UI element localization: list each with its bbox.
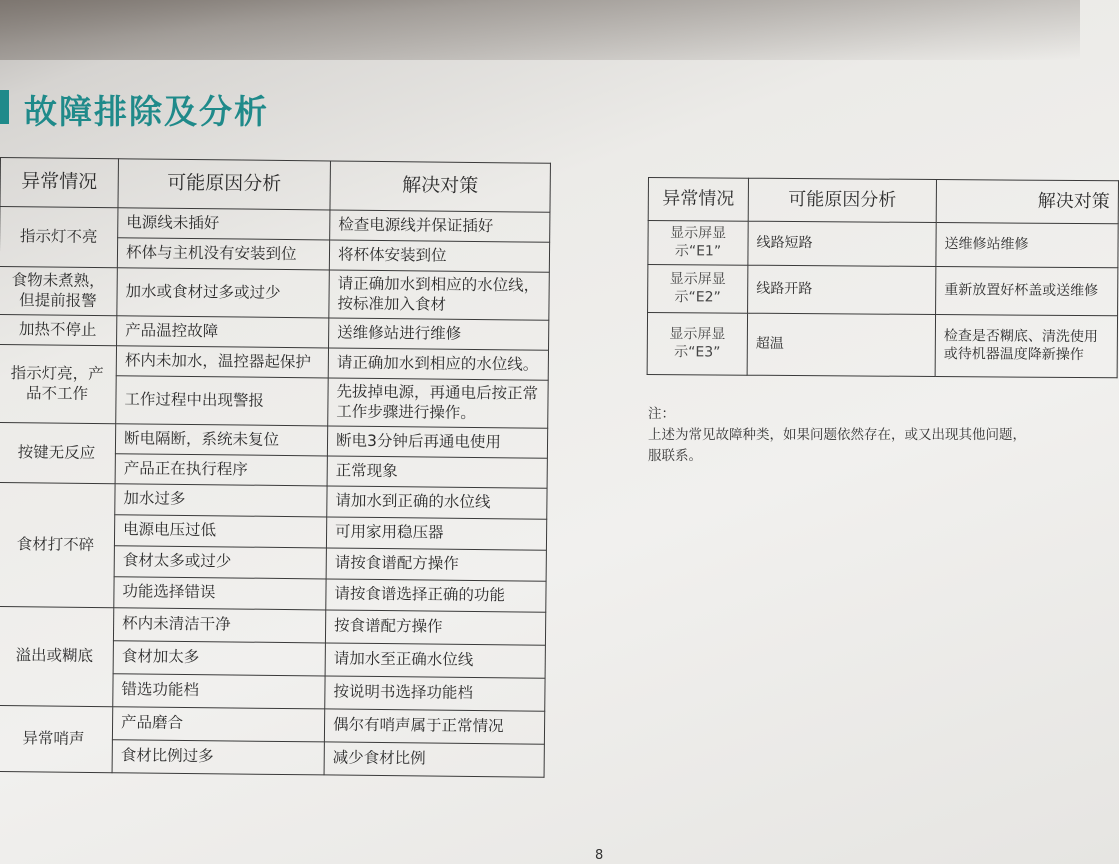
solution-cell: 请正确加水到相应的水位线，按标准加入食材: [329, 270, 549, 320]
solution-cell: 请加水至正确水位线: [325, 643, 545, 678]
table-row: [0, 266, 549, 320]
table-row: [648, 265, 1118, 316]
header-cause: 可能原因分析: [118, 159, 331, 210]
solution-cell: 按说明书选择功能档: [325, 676, 545, 711]
cause-cell: 产品正在执行程序: [115, 454, 327, 486]
solution-cell: 正常现象: [327, 456, 547, 488]
symptom-cell: 异常哨声: [0, 705, 113, 772]
symptom-cell: 显示屏显示“E1”: [648, 221, 748, 266]
cause-cell: 加水或食材过多或过少: [117, 268, 329, 318]
solution-cell: 先拔掉电源，再通电后按正常工作步骤进行操作。: [328, 378, 548, 428]
table-row: [0, 705, 545, 744]
symptom-cell: 按键无反应: [0, 422, 116, 483]
table-row: [647, 313, 1117, 378]
solution-cell: 将杯体安装到位: [329, 240, 549, 272]
header-symptom: 异常情况: [0, 158, 118, 208]
note-label: 注：: [648, 406, 675, 422]
cause-cell: 产品温控故障: [117, 316, 329, 348]
cause-cell: 杯内未加水，温控器起保护: [116, 346, 328, 378]
cause-cell: 食材太多或过少: [114, 546, 326, 579]
cause-cell: 错选功能档: [113, 674, 325, 709]
table-row: [0, 606, 546, 645]
solution-cell: 按食谱配方操作: [325, 610, 545, 645]
troubleshooting-table: [0, 157, 551, 778]
symptom-cell: 溢出或糊底: [0, 606, 114, 706]
table-row: [0, 482, 547, 519]
solution-cell: 检查电源线并保证插好: [330, 210, 550, 242]
symptom-cell: 指示灯不亮: [0, 207, 118, 268]
cause-cell: 产品磨合: [112, 707, 324, 742]
title-accent-bar: [0, 90, 9, 124]
cause-cell: 加水过多: [115, 484, 327, 517]
solution-cell: 减少食材比例: [324, 742, 544, 777]
symptom-cell: 指示灯亮，产品不工作: [0, 344, 117, 423]
cause-cell: 线路短路: [748, 221, 936, 266]
cause-cell: 电源线未插好: [118, 208, 330, 240]
cause-cell: 超温: [747, 313, 935, 376]
solution-cell: 请加水到正确的水位线: [327, 486, 547, 519]
solution-cell: 偶尔有哨声属于正常情况: [324, 709, 544, 744]
note-block: [648, 404, 1026, 467]
table-row: [0, 344, 549, 380]
solution-cell: 可用家用稳压器: [326, 517, 546, 550]
table-row: [648, 221, 1118, 268]
symptom-cell: 食材打不碎: [0, 482, 115, 607]
solution-cell: 请按食谱选择正确的功能: [326, 579, 546, 612]
cause-cell: 电源电压过低: [114, 515, 326, 548]
error-code-table: [647, 177, 1119, 378]
symptom-cell: 显示屏显示“E3”: [647, 313, 747, 376]
note-line: 上述为常见故障种类，如果问题依然存在，或又出现其他问题，: [648, 426, 1026, 443]
cause-cell: 杯体与主机没有安装到位: [117, 238, 329, 270]
solution-cell: 检查是否糊底、清洗使用或待机器温度降新操作: [935, 315, 1117, 378]
cause-cell: 功能选择错误: [114, 577, 326, 610]
solution-cell: 送维修站维修: [936, 223, 1118, 268]
symptom-cell: 食物未煮熟，但提前报警: [0, 266, 117, 315]
page-number: 8: [595, 848, 604, 863]
symptom-cell: 加热不停止: [0, 314, 117, 345]
solution-cell: 重新放置好杯盖或送维修: [936, 267, 1118, 316]
header-symptom: 异常情况: [648, 178, 748, 222]
note-line: 服联系。: [648, 447, 702, 464]
table-header-row: [648, 178, 1118, 224]
section-title: 故障排除及分析: [24, 92, 269, 131]
solution-cell: 请按食谱配方操作: [326, 548, 546, 581]
table-row: [0, 207, 550, 243]
cause-cell: 杯内未清洁干净: [113, 608, 325, 643]
header-cause: 可能原因分析: [748, 178, 936, 222]
cause-cell: 断电隔断，系统未复位: [115, 424, 327, 456]
solution-cell: 送维修站进行维修: [329, 318, 549, 350]
symptom-cell: 显示屏显示“E2”: [648, 265, 748, 314]
header-solution: 解决对策: [330, 161, 551, 212]
cause-cell: 食材比例过多: [112, 740, 324, 775]
cause-cell: 食材加太多: [113, 641, 325, 676]
table-header-row: [0, 158, 550, 213]
solution-cell: 断电3分钟后再通电使用: [327, 426, 547, 458]
cause-cell: 工作过程中出现警报: [116, 376, 328, 426]
solution-cell: 请正确加水到相应的水位线。: [328, 348, 548, 380]
header-solution: 解决对策: [936, 180, 1118, 224]
table-row: [0, 422, 548, 458]
cause-cell: 线路开路: [748, 265, 936, 314]
